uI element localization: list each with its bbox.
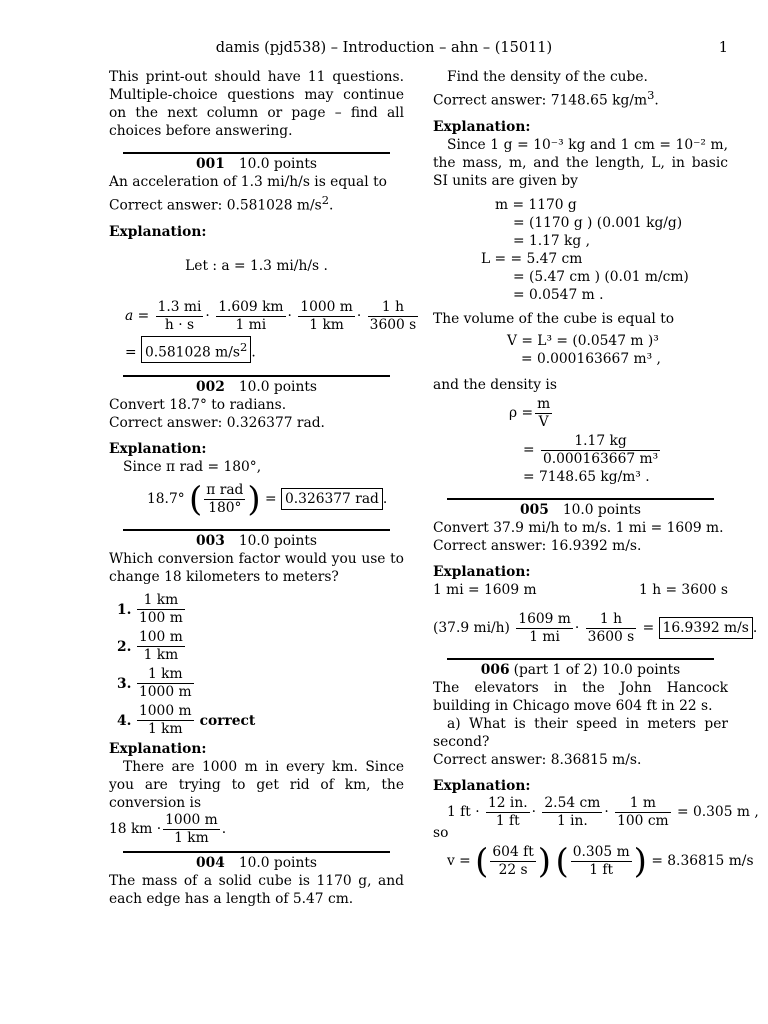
fraction: $\frac{\text{π rad}}{180^\circ}$ <box>206 482 244 517</box>
fraction: $\frac{1000 m}{1 km}$ <box>300 298 353 333</box>
conversion-equation: a = $\frac{1.3 mi}{h \cdot s}$ · $\frac{1.609 km}{1 mi}$ · $\frac{1000 m}{1 km}$ · $\frac{1 h}{3600 s}$ = 0.581028 $m/s^2$ . <box>125 299 404 364</box>
question-prompt: Which conversion factor would you use to change 18 kilometers to meters? <box>109 551 404 586</box>
correct-answer: Correct answer: 7148.65 $kg/m^3$. <box>433 88 659 109</box>
velocity-equation: v = ( $\frac{604 ft}{22 s}$ ) ( $\frac{0.305 m}{1 ft}$ ) = 8.36815 m/s <box>447 841 754 882</box>
question-prompt: Convert 18.7° to radians. <box>109 397 287 414</box>
volume-derivation <box>507 332 728 368</box>
choice-4[interactable]: 4. $\frac{1000 m}{1 km}$ correct <box>117 703 256 738</box>
explanation-text: Since 1 g = 10⁻³ kg and 1 cm = 10⁻² m, the mass, m, and the length, L, in basic SI units are given by <box>433 136 728 189</box>
explanation-text: The volume of the cube is equal to <box>433 310 675 327</box>
question-points: 10.0 points <box>238 855 317 872</box>
radian-equation: 18.7° ( $\frac{\text{π rad}}{180^\circ}$ ) = 0.326377 rad . <box>147 479 388 520</box>
question-points: 10.0 points <box>562 501 641 518</box>
question-number: 001 <box>196 156 225 172</box>
question-part: (part 1 of 2) <box>513 661 598 678</box>
right-column <box>433 68 759 882</box>
page-header <box>0 40 768 60</box>
correct-answer-value: 7148.65 kg/m <box>550 92 648 109</box>
correct-answer-label: Correct answer: <box>433 92 547 109</box>
question-points: 10.0 points <box>238 156 317 172</box>
boxed-result: 16.9392 m/s <box>659 617 753 639</box>
question-header-003 <box>109 532 404 550</box>
explanation-label: Explanation: <box>433 118 531 135</box>
question-number: 002 <box>196 379 225 396</box>
conversion-facts: 1 mi = 1609 m 1 h = 3600 s <box>433 581 728 598</box>
feet-conversion-equation: 1 ft · $\frac{12 in.}{1 ft}$ · $\frac{2.54 cm}{1 in.}$ · $\frac{1 m}{100 cm}$ = 0.305 m , <box>447 794 759 829</box>
question-number: 006 <box>480 661 510 678</box>
let-statement: Let : a = 1.3 mi/h/s . <box>185 257 328 274</box>
boxed-result: 0.326377 rad <box>281 488 383 510</box>
equation-line: = 1.17 kg , <box>513 232 591 249</box>
equation-line: V = L³ = (0.0547 m )³ <box>507 332 659 349</box>
equation-line: = 0.0547 m . <box>513 286 604 303</box>
correct-answer-label: Correct answer: <box>433 537 547 554</box>
choice-3[interactable]: 3. $\frac{1 km}{1000 m}$ <box>117 666 192 701</box>
equation-line: = 0.000163667 m³ , <box>521 350 661 367</box>
connector-text: so <box>433 824 449 841</box>
question-separator <box>447 498 714 500</box>
left-column <box>109 68 417 908</box>
fraction: $\frac{1000 m}{1 km}$ <box>165 812 218 847</box>
question-subpart: a) What is their speed in meters per second? <box>433 715 728 750</box>
boxed-result: 0.581028 $m/s^2$ <box>141 336 251 364</box>
question-number: 003 <box>196 533 225 550</box>
intro-text: This print-out should have 11 questions. Multiple-choice questions may continue on the next column or page – find all choices before answering. <box>109 69 404 139</box>
question-prompt: An acceleration of 1.3 mi/h/s is equal to <box>109 174 387 190</box>
answer-exponent: 3 <box>647 88 655 102</box>
fraction: $\frac{1.3 mi}{h \cdot s}$ <box>157 298 202 333</box>
question-points: 10.0 points <box>238 533 317 550</box>
question-header-005 <box>433 501 728 519</box>
question-prompt: Convert 37.9 mi/h to m/s. 1 mi = 1609 m. <box>433 519 724 536</box>
question-separator <box>123 529 390 531</box>
equation-line: L = = 5.47 cm <box>481 250 583 267</box>
question-prompt: The mass of a solid cube is 1170 g, and each edge has a length of 5.47 cm. <box>109 873 404 908</box>
equation-line: = 7148.65 kg/m³ . <box>523 468 650 485</box>
fraction: $\frac{1 h}{3600 s}$ <box>369 298 417 333</box>
correct-answer <box>433 751 728 769</box>
correct-answer: Correct answer: 0.581028 $m/s^2$. <box>109 193 334 214</box>
fraction: $\frac{1.609 km}{1 mi}$ <box>218 298 284 333</box>
correct-answer <box>433 537 728 555</box>
mass-derivation <box>495 196 728 250</box>
length-derivation <box>481 250 728 304</box>
question-separator <box>447 658 714 660</box>
explanation-label: Explanation: <box>109 441 207 458</box>
equation-line: m = 1170 g <box>495 196 577 213</box>
answer-exponent: 2 <box>321 193 330 207</box>
conversion-expression: 18 km · $\frac{1000 m}{1 km}$ . <box>109 812 227 847</box>
correct-answer-value: 16.9392 m/s. <box>550 537 642 554</box>
explanation-label: Explanation: <box>109 223 207 240</box>
speed-equation: (37.9 mi/h) $\frac{1609 m}{1 mi}$ · $\frac{1 h}{3600 s}$ = 16.9392 m/s . <box>433 610 758 645</box>
correct-answer-label: Correct answer: <box>109 197 223 214</box>
question-number: 005 <box>520 501 549 518</box>
question-points: 10.0 points <box>602 661 681 678</box>
correct-marker: correct <box>199 712 256 729</box>
correct-answer-value: 0.326377 rad. <box>226 415 325 432</box>
question-header-001 <box>109 155 404 173</box>
question-number: 004 <box>196 855 225 872</box>
equation-line: = (1170 g ) (0.001 kg/g) <box>513 214 683 231</box>
density-derivation: ρ = $\frac{m}{V}$ = $\frac{1.17 kg}{\text{0.000163667 m³}}$ = 7148.65 kg/m³ . <box>509 396 728 486</box>
question-separator <box>123 851 390 853</box>
explanation-label: Explanation: <box>433 777 531 794</box>
question-prompt: The elevators in the John Hancock building in Chicago move 604 ft in 22 s. <box>433 679 728 714</box>
explanation-text: There are 1000 m in every km. Since you are trying to get rid of km, the conversion is <box>109 759 404 812</box>
correct-answer-value: 0.581028 m/s <box>226 197 322 214</box>
correct-answer-value: 8.36815 m/s. <box>550 751 642 768</box>
choice-2[interactable]: 2. $\frac{100 m}{1 km}$ <box>117 629 183 664</box>
explanation-text: and the density is <box>433 376 557 393</box>
question-separator <box>123 152 390 154</box>
explanation-text: Since π rad = 180°, <box>123 459 262 476</box>
correct-answer-label: Correct answer: <box>433 751 547 768</box>
question-header-004 <box>109 854 404 872</box>
question-separator <box>123 375 390 377</box>
question-header-006 <box>433 661 728 679</box>
explanation-label: Explanation: <box>433 563 531 580</box>
header-title: damis (pjd538) – Introduction – ahn – (15011) <box>215 40 553 56</box>
question-header-002 <box>109 378 404 396</box>
page-number: 1 <box>718 40 728 56</box>
correct-answer-label: Correct answer: <box>109 415 223 432</box>
question-points: 10.0 points <box>238 379 317 396</box>
explanation-label: Explanation: <box>109 741 207 758</box>
question-find: Find the density of the cube. <box>447 69 648 85</box>
correct-answer <box>109 414 404 432</box>
answer-choices <box>117 592 404 738</box>
equation-line: = (5.47 cm ) (0.01 m/cm) <box>513 268 689 285</box>
choice-1[interactable]: 1. $\frac{1 km}{100 m}$ <box>117 592 183 627</box>
